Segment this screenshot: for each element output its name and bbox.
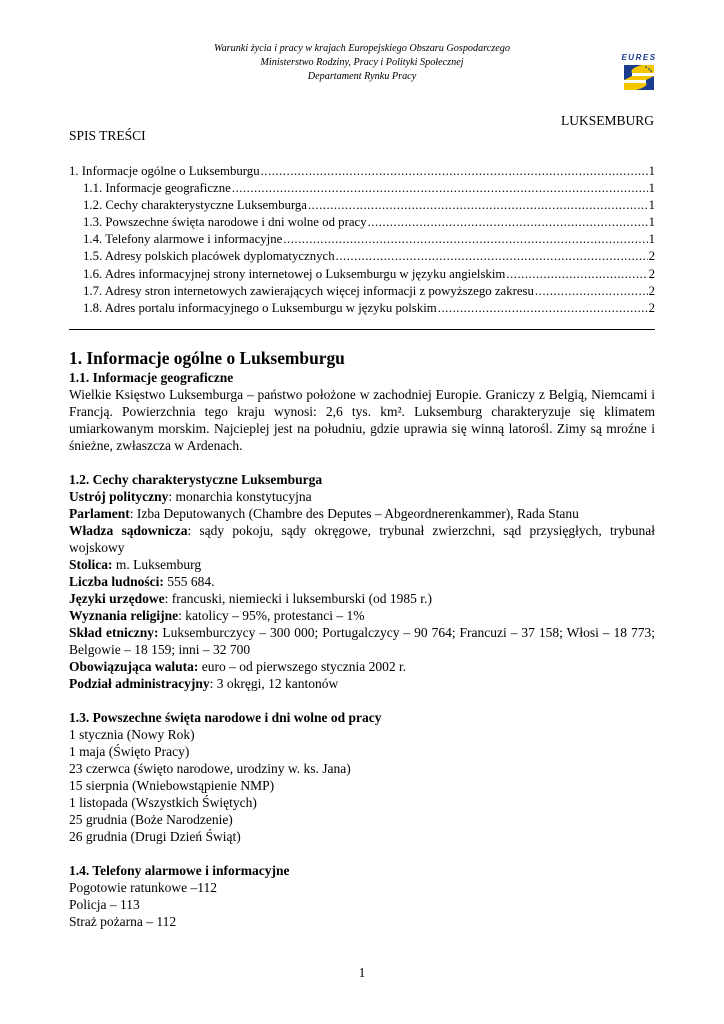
- holiday-item: 15 sierpnia (Wniebowstąpienie NMP): [69, 778, 275, 793]
- page-number: 1: [358, 965, 366, 980]
- toc-title: SPIS TREŚCI: [69, 128, 146, 143]
- section-title: 1. Informacje ogólne o Luksemburgu: [69, 348, 345, 368]
- feature-row: Parlament: Izba Deputowanych (Chambre des Deputes – Abgeordnerenkammer), Rada Stanu: [69, 506, 579, 521]
- holiday-item: 1 stycznia (Nowy Rok): [69, 727, 195, 742]
- holiday-item: 1 listopada (Wszystkich Świętych): [69, 795, 257, 810]
- subsection-title-holidays: 1.3. Powszechne święta narodowe i dni wolne od pracy: [69, 710, 382, 725]
- toc-entry[interactable]: 1. Informacje ogólne o Luksemburgu ..... 1: [69, 163, 655, 180]
- subsection-title-phones: 1.4. Telefony alarmowe i informacyjne: [69, 863, 290, 878]
- logo-text: EURES: [621, 53, 657, 62]
- feature-row: Ustrój polityczny: monarchia konstytucyjna: [69, 489, 312, 504]
- feature-row: Liczba ludności: 555 684.: [69, 574, 215, 589]
- toc-entry[interactable]: 1.4. Telefony alarmowe i informacyjne ..... 1: [69, 231, 655, 248]
- toc-entry[interactable]: 1.5. Adresy polskich placówek dyplomatycznych ..... 2: [69, 248, 655, 265]
- feature-row: Języki urzędowe: francuski, niemiecki i luksemburski (od 1985 r.): [69, 591, 432, 606]
- eures-logo: [616, 52, 662, 94]
- holiday-item: 25 grudnia (Boże Narodzenie): [69, 812, 233, 827]
- header-line-3: Departament Rynku Pracy: [307, 71, 417, 82]
- holiday-item: 23 czerwca (święto narodowe, urodziny w. ks. Jana): [69, 761, 351, 776]
- phone-item: Pogotowie ratunkowe –112: [69, 880, 217, 895]
- feature-row: Stolica: m. Luksemburg: [69, 557, 202, 572]
- toc-entry[interactable]: 1.7. Adresy stron internetowych zawierających więcej informacji z powyższego zakresu ..... 2: [69, 283, 655, 300]
- feature-row: Podział administracyjny: 3 okręgi, 12 kantonów: [69, 676, 339, 691]
- subsection-title-features: 1.2. Cechy charakterystyczne Luksemburga: [69, 472, 323, 487]
- toc-entry[interactable]: 1.3. Powszechne święta narodowe i dni wolne od pracy ..... 1: [69, 214, 655, 231]
- header-line-1: Warunki życia i pracy w krajach Europejskiego Obszaru Gospodarczego: [214, 43, 510, 54]
- geo-paragraph: Wielkie Księstwo Luksemburga – państwo położone w zachodniej Europie. Graniczy z Belgią, Niemcami i Francją. Powierzchnia tego kraju wynosi: 2,6 tys. km². Luksemburg charakteryzuje się klimatem umiarkowanym morskim. Najcieplej jest na południu, gdzie uprawia się winną latorośl. Zimy są mroźne i śnieżne, zwłaszcza w Ardenach.: [69, 387, 655, 453]
- feature-row: Wyznania religijne: katolicy – 95%, protestanci – 1%: [69, 608, 365, 623]
- toc-entry[interactable]: 1.2. Cechy charakterystyczne Luksemburga ..... 1: [69, 197, 655, 214]
- table-of-contents: [69, 163, 655, 317]
- feature-row: Skład etniczny: Luksemburczycy – 300 000; Portugalczycy – 90 764; Francuzi – 37 158; Włosi – 18 773; Belgowie – 18 159; inni – 32 700: [69, 625, 655, 657]
- header-line-2: Ministerstwo Rodziny, Pracy i Polityki Społecznej: [260, 57, 464, 68]
- phone-item: Straż pożarna – 112: [69, 914, 177, 929]
- divider: [69, 329, 655, 330]
- toc-entry[interactable]: 1.6. Adres informacyjnej strony internetowej o Luksemburgu w języku angielskim ..... 2: [69, 266, 655, 283]
- feature-row: Obowiązująca waluta: euro – od pierwszego stycznia 2002 r.: [69, 659, 407, 674]
- document-header: [160, 42, 564, 84]
- document-body: [69, 348, 655, 930]
- phone-item: Policja – 113: [69, 897, 140, 912]
- feature-row: Władza sądownicza: sądy pokoju, sądy okręgowe, trybunał zwierzchni, sąd przysięgłych, trybunał wojskowy: [69, 523, 655, 555]
- holiday-item: 1 maja (Święto Pracy): [69, 744, 190, 759]
- holiday-item: 26 grudnia (Drugi Dzień Świąt): [69, 829, 241, 844]
- subsection-title-geo: 1.1. Informacje geograficzne: [69, 370, 234, 385]
- toc-entry[interactable]: 1.8. Adres portalu informacyjnego o Luksemburgu w języku polskim ..... 2: [69, 300, 655, 317]
- toc-entry[interactable]: 1.1. Informacje geograficzne ..... 1: [69, 180, 655, 197]
- country-name: LUKSEMBURG: [560, 113, 654, 128]
